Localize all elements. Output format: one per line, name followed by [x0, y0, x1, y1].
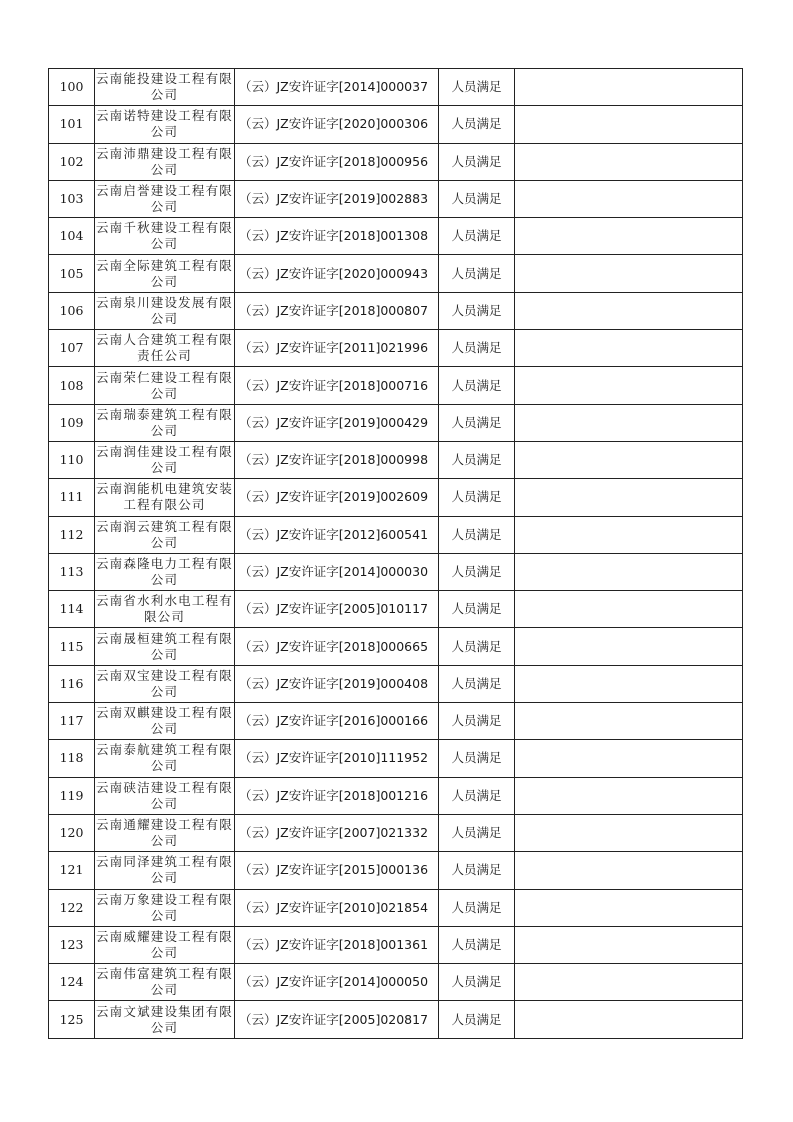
remark-cell [515, 628, 743, 665]
company-name: 云南森隆电力工程有限公司 [95, 553, 235, 590]
company-name: 云南威耀建设工程有限公司 [95, 926, 235, 963]
row-number: 118 [49, 740, 95, 777]
remark-cell [515, 292, 743, 329]
permit-number: （云）JZ安许证字[2018]001308 [235, 218, 439, 255]
permit-number: （云）JZ安许证字[2014]000030 [235, 553, 439, 590]
personnel-status: 人员满足 [439, 441, 515, 478]
company-name: 云南沛鼎建设工程有限公司 [95, 143, 235, 180]
row-number: 120 [49, 814, 95, 851]
remark-cell [515, 441, 743, 478]
company-name: 云南同泽建筑工程有限公司 [95, 852, 235, 889]
personnel-status: 人员满足 [439, 777, 515, 814]
company-table [48, 68, 743, 1039]
personnel-status: 人员满足 [439, 218, 515, 255]
personnel-status: 人员满足 [439, 180, 515, 217]
table-row [49, 516, 743, 553]
table-row [49, 218, 743, 255]
remark-cell [515, 330, 743, 367]
table-row [49, 180, 743, 217]
table-row [49, 814, 743, 851]
company-name: 云南荣仁建设工程有限公司 [95, 367, 235, 404]
permit-number: （云）JZ安许证字[2019]000429 [235, 404, 439, 441]
table-row [49, 330, 743, 367]
table-row [49, 964, 743, 1001]
row-number: 100 [49, 69, 95, 106]
permit-number: （云）JZ安许证字[2007]021332 [235, 814, 439, 851]
personnel-status: 人员满足 [439, 964, 515, 1001]
remark-cell [515, 889, 743, 926]
personnel-status: 人员满足 [439, 292, 515, 329]
remark-cell [515, 106, 743, 143]
table-row [49, 143, 743, 180]
remark-cell [515, 180, 743, 217]
company-name: 云南双麒建设工程有限公司 [95, 703, 235, 740]
company-name: 云南润能机电建筑安装工程有限公司 [95, 479, 235, 516]
personnel-status: 人员满足 [439, 703, 515, 740]
personnel-status: 人员满足 [439, 69, 515, 106]
company-name: 云南润云建筑工程有限公司 [95, 516, 235, 553]
permit-number: （云）JZ安许证字[2019]002609 [235, 479, 439, 516]
permit-number: （云）JZ安许证字[2005]010117 [235, 591, 439, 628]
permit-number: （云）JZ安许证字[2018]001216 [235, 777, 439, 814]
row-number: 122 [49, 889, 95, 926]
row-number: 103 [49, 180, 95, 217]
remark-cell [515, 69, 743, 106]
permit-number: （云）JZ安许证字[2018]000998 [235, 441, 439, 478]
personnel-status: 人员满足 [439, 330, 515, 367]
row-number: 113 [49, 553, 95, 590]
permit-number: （云）JZ安许证字[2019]000408 [235, 665, 439, 702]
personnel-status: 人员满足 [439, 516, 515, 553]
company-name: 云南瑞泰建筑工程有限公司 [95, 404, 235, 441]
company-name: 云南硖洁建设工程有限公司 [95, 777, 235, 814]
table-row [49, 591, 743, 628]
table-row [49, 628, 743, 665]
company-name: 云南千秋建设工程有限公司 [95, 218, 235, 255]
table-row [49, 889, 743, 926]
remark-cell [515, 777, 743, 814]
company-name: 云南能投建设工程有限公司 [95, 69, 235, 106]
permit-number: （云）JZ安许证字[2018]000716 [235, 367, 439, 404]
permit-number: （云）JZ安许证字[2018]000807 [235, 292, 439, 329]
remark-cell [515, 591, 743, 628]
row-number: 108 [49, 367, 95, 404]
table-row [49, 852, 743, 889]
company-name: 云南双宝建设工程有限公司 [95, 665, 235, 702]
permit-number: （云）JZ安许证字[2019]002883 [235, 180, 439, 217]
permit-number: （云）JZ安许证字[2010]021854 [235, 889, 439, 926]
personnel-status: 人员满足 [439, 404, 515, 441]
table-row [49, 255, 743, 292]
personnel-status: 人员满足 [439, 1001, 515, 1038]
company-name: 云南文斌建设集团有限公司 [95, 1001, 235, 1038]
remark-cell [515, 964, 743, 1001]
company-name: 云南伟富建筑工程有限公司 [95, 964, 235, 1001]
table-row [49, 553, 743, 590]
personnel-status: 人员满足 [439, 367, 515, 404]
table-row [49, 926, 743, 963]
permit-number: （云）JZ安许证字[2020]000306 [235, 106, 439, 143]
row-number: 124 [49, 964, 95, 1001]
permit-number: （云）JZ安许证字[2010]111952 [235, 740, 439, 777]
table-row [49, 69, 743, 106]
remark-cell [515, 143, 743, 180]
row-number: 107 [49, 330, 95, 367]
personnel-status: 人员满足 [439, 926, 515, 963]
company-name: 云南诺特建设工程有限公司 [95, 106, 235, 143]
row-number: 115 [49, 628, 95, 665]
row-number: 114 [49, 591, 95, 628]
personnel-status: 人员满足 [439, 143, 515, 180]
remark-cell [515, 255, 743, 292]
personnel-status: 人员满足 [439, 889, 515, 926]
table-row [49, 367, 743, 404]
permit-number: （云）JZ安许证字[2015]000136 [235, 852, 439, 889]
table-row [49, 479, 743, 516]
row-number: 111 [49, 479, 95, 516]
permit-number: （云）JZ安许证字[2020]000943 [235, 255, 439, 292]
permit-number: （云）JZ安许证字[2018]000665 [235, 628, 439, 665]
row-number: 121 [49, 852, 95, 889]
table-row [49, 1001, 743, 1038]
row-number: 105 [49, 255, 95, 292]
company-name: 云南人合建筑工程有限责任公司 [95, 330, 235, 367]
row-number: 119 [49, 777, 95, 814]
remark-cell [515, 553, 743, 590]
company-name: 云南通耀建设工程有限公司 [95, 814, 235, 851]
company-name: 云南润佳建设工程有限公司 [95, 441, 235, 478]
row-number: 116 [49, 665, 95, 702]
remark-cell [515, 665, 743, 702]
row-number: 123 [49, 926, 95, 963]
table-row [49, 777, 743, 814]
row-number: 110 [49, 441, 95, 478]
company-name: 云南全际建筑工程有限公司 [95, 255, 235, 292]
table-body [49, 69, 743, 1039]
personnel-status: 人员满足 [439, 740, 515, 777]
row-number: 109 [49, 404, 95, 441]
remark-cell [515, 703, 743, 740]
personnel-status: 人员满足 [439, 106, 515, 143]
personnel-status: 人员满足 [439, 591, 515, 628]
company-name: 云南省水利水电工程有限公司 [95, 591, 235, 628]
permit-number: （云）JZ安许证字[2014]000037 [235, 69, 439, 106]
table-row [49, 106, 743, 143]
table-row [49, 703, 743, 740]
row-number: 106 [49, 292, 95, 329]
remark-cell [515, 218, 743, 255]
permit-number: （云）JZ安许证字[2018]000956 [235, 143, 439, 180]
permit-number: （云）JZ安许证字[2011]021996 [235, 330, 439, 367]
row-number: 112 [49, 516, 95, 553]
row-number: 117 [49, 703, 95, 740]
company-name: 云南泉川建设发展有限公司 [95, 292, 235, 329]
personnel-status: 人员满足 [439, 628, 515, 665]
company-name: 云南启誉建设工程有限公司 [95, 180, 235, 217]
personnel-status: 人员满足 [439, 852, 515, 889]
permit-number: （云）JZ安许证字[2005]020817 [235, 1001, 439, 1038]
remark-cell [515, 404, 743, 441]
table-row [49, 404, 743, 441]
remark-cell [515, 1001, 743, 1038]
permit-number: （云）JZ安许证字[2012]600541 [235, 516, 439, 553]
remark-cell [515, 740, 743, 777]
row-number: 101 [49, 106, 95, 143]
personnel-status: 人员满足 [439, 255, 515, 292]
remark-cell [515, 814, 743, 851]
table-row [49, 665, 743, 702]
personnel-status: 人员满足 [439, 479, 515, 516]
personnel-status: 人员满足 [439, 665, 515, 702]
remark-cell [515, 367, 743, 404]
company-name: 云南泰航建筑工程有限公司 [95, 740, 235, 777]
row-number: 102 [49, 143, 95, 180]
permit-number: （云）JZ安许证字[2018]001361 [235, 926, 439, 963]
row-number: 104 [49, 218, 95, 255]
table-row [49, 292, 743, 329]
company-name: 云南万象建设工程有限公司 [95, 889, 235, 926]
personnel-status: 人员满足 [439, 814, 515, 851]
remark-cell [515, 852, 743, 889]
remark-cell [515, 516, 743, 553]
permit-number: （云）JZ安许证字[2016]000166 [235, 703, 439, 740]
personnel-status: 人员满足 [439, 553, 515, 590]
remark-cell [515, 479, 743, 516]
row-number: 125 [49, 1001, 95, 1038]
company-name: 云南晟桓建筑工程有限公司 [95, 628, 235, 665]
table-row [49, 740, 743, 777]
permit-number: （云）JZ安许证字[2014]000050 [235, 964, 439, 1001]
remark-cell [515, 926, 743, 963]
table-row [49, 441, 743, 478]
